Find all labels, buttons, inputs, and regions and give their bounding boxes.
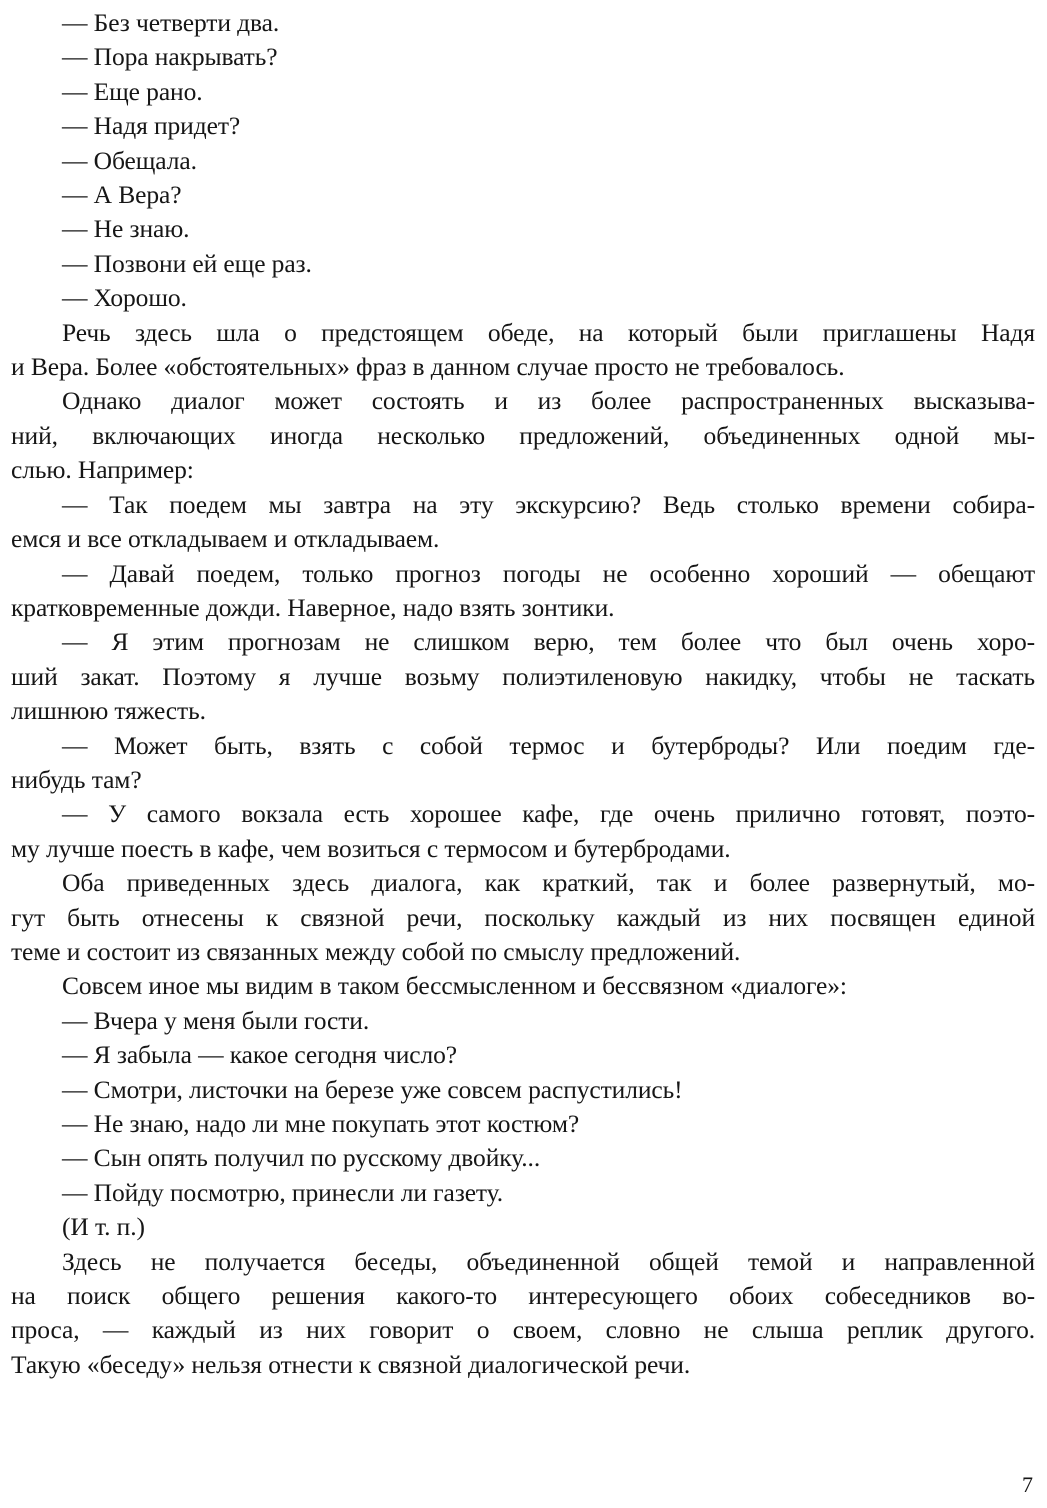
page-number: 7	[1022, 1472, 1033, 1497]
text-line: — Пойду посмотрю, принесли ли газету.	[62, 1177, 503, 1207]
text-line: Такую «беседу» нельзя отнести к связной диалогической речи.	[11, 1349, 691, 1379]
text-line: му лучше поесть в кафе, чем возиться с термосом и бутербродами.	[11, 833, 731, 863]
text-line: — Смотри, листочки на березе уже совсем распустились!	[62, 1074, 683, 1104]
text-line: — Хорошо.	[62, 283, 187, 313]
text-line: емся и все откладываем и откладываем.	[11, 524, 440, 554]
text-line: — Может быть, взять с собой термос и бутерброды? Или поедим где-	[62, 730, 1035, 760]
text-line: и Вера. Более «обстоятельных» фраз в данном случае просто не требовалось.	[11, 352, 845, 382]
text-line: (И т. п.)	[62, 1212, 145, 1242]
text-line: — Так поедем мы завтра на эту экскурсию? Ведь столько времени собира-	[62, 489, 1035, 519]
text-line: ний, включающих иногда несколько предложений, объединенных одной мы-	[11, 420, 1035, 450]
text-line: — Надя придет?	[62, 111, 241, 141]
text-line: Здесь не получается беседы, объединенной общей темой и направленной	[62, 1246, 1035, 1276]
text-line: — У самого вокзала есть хорошее кафе, где очень прилично готовят, поэто-	[62, 799, 1035, 829]
text-line: — Еще рано.	[62, 76, 203, 106]
text-line: — Пора накрывать?	[62, 42, 278, 72]
text-line: — Не знаю.	[62, 214, 190, 244]
text-line: кратковременные дожди. Наверное, надо взять зонтики.	[11, 592, 615, 622]
text-line: — Обещала.	[62, 145, 197, 175]
text-line: лишнюю тяжесть.	[11, 696, 206, 726]
text-line: ший закат. Поэтому я лучше возьму полиэтиленовую накидку, чтобы не таскать	[11, 661, 1035, 691]
text-line: проса, — каждый из них говорит о своем, словно не слыша реплик другого.	[11, 1315, 1035, 1345]
text-line: — Вчера у меня были гости.	[62, 1005, 370, 1035]
text-line: — Позвони ей еще раз.	[62, 248, 312, 278]
text-line: — Сын опять получил по русскому двойку...	[62, 1143, 541, 1173]
text-line: — Не знаю, надо ли мне покупать этот костюм?	[62, 1109, 580, 1138]
page-body	[11, 6, 1035, 1382]
text-line: — Без четверти два.	[62, 8, 280, 37]
text-line: нибудь там?	[11, 764, 142, 794]
text-line: — Я забыла — какое сегодня число?	[62, 1040, 458, 1070]
text-line: — Я этим прогнозам не слишком верю, тем более что был очень хоро-	[62, 627, 1035, 657]
text-line: слью. Например:	[11, 455, 194, 485]
text-line: теме и состоит из связанных между собой по смыслу предложений.	[11, 936, 741, 966]
text-line: Оба приведенных здесь диалога, как краткий, так и более развернутый, мо-	[62, 868, 1035, 898]
text-line: — А Вера?	[62, 180, 182, 210]
text-line: гут быть отнесены к связной речи, поскольку каждый из них посвящен единой	[11, 902, 1035, 932]
text-line: Речь здесь шла о предстоящем обеде, на который были приглашены Надя	[62, 317, 1035, 347]
text-line: — Давай поедем, только прогноз погоды не особенно хороший — обещают	[62, 558, 1035, 588]
text-line: Совсем иное мы видим в таком бессмысленном и бессвязном «диалоге»:	[62, 971, 847, 1001]
text-line: Однако диалог может состоять и из более распространенных высказыва-	[62, 386, 1035, 416]
text-line: на поиск общего решения какого-то интересующего обоих собеседников во-	[11, 1281, 1035, 1311]
